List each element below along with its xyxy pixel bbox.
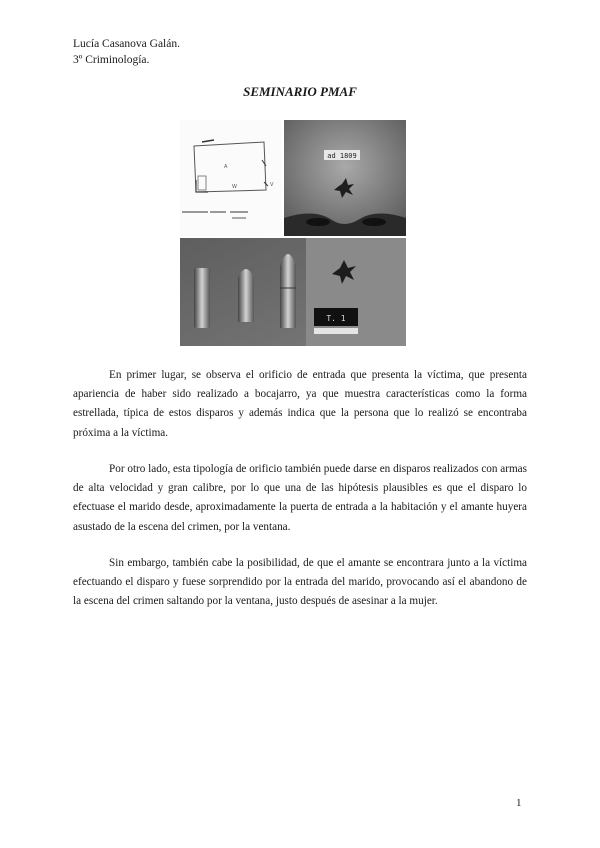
document-header — [73, 36, 180, 68]
wound-photo — [284, 120, 406, 236]
bullets-photo — [180, 238, 406, 346]
evidence-tag: T. 1 — [326, 314, 346, 323]
paragraph-3: Sin embargo, también cabe la posibilidad, de que el amante se encontrara junto a la víctima efectuando el disparo y fuese sorprendido por la entrada del marido, provocando así el abandono de la escena del crimen saltando por la ventana, justo después de asesinar a la mujer. — [73, 557, 527, 608]
evidence-figure — [180, 120, 406, 346]
svg-text:V: V — [270, 182, 274, 188]
svg-text:A: A — [224, 164, 228, 170]
author-name: Lucía Casanova Galán. — [73, 38, 180, 50]
photo-label: ad 1809 — [327, 152, 357, 160]
floor-plan-sketch — [180, 120, 282, 236]
page-title: SEMINARIO PMAF — [243, 84, 357, 99]
course-label: 3º Criminología. — [73, 54, 150, 66]
svg-text:W: W — [232, 184, 237, 190]
page-number: 1 — [516, 797, 522, 809]
paragraph-1: En primer lugar, se observa el orificio de entrada que presenta la víctima, que presenta apariencia de haber sido realizado a bocajarro, ya que muestra características como la forma estrellada, típica de estos disparos y además indica que la persona que lo realizó se encontraba próxima a la víctima. — [73, 369, 527, 439]
paragraph-2: Por otro lado, esta tipología de orificio también puede darse en disparos realizados con armas de alta velocidad y gran calibre, por lo que una de las hipótesis plausibles es que el disparo lo efectuase el marido desde, aproximadamente la puerta de entrada a la habitación y el amante huyera asustado de la escena del crimen, por la ventana. — [73, 463, 527, 533]
